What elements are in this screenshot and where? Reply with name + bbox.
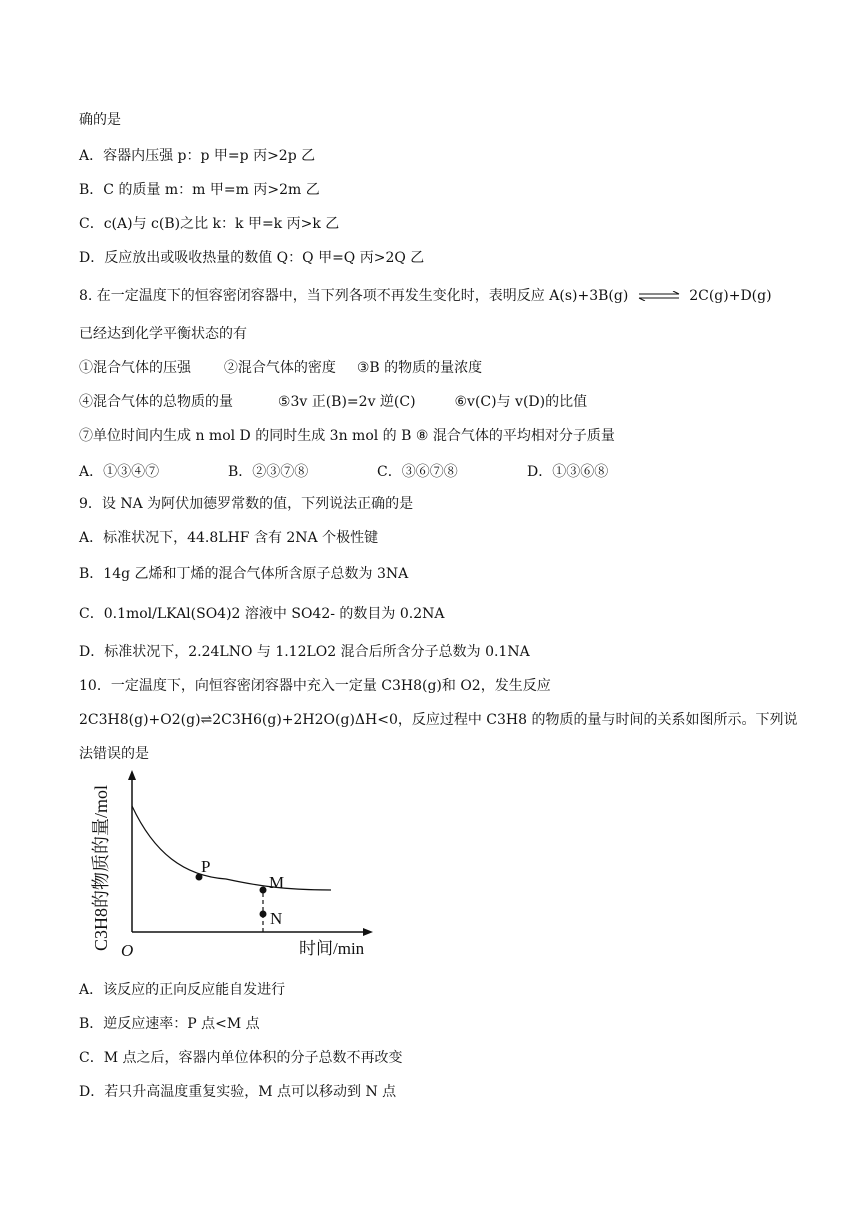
q8-item-1: ①混合气体的压强 xyxy=(79,360,191,376)
q7-option-a: A．容器内压强 p：p 甲=p 丙>2p 乙 xyxy=(79,148,316,164)
q10-stem-line3: 法错误的是 xyxy=(79,746,149,762)
q10-stem-line1: 10．一定温度下，向恒容密闭容器中充入一定量 C3H8(g)和 O2，发生反应 xyxy=(79,678,551,694)
q9-option-a: A．标准状况下，44.8LHF 含有 2NA 个极性键 xyxy=(79,530,379,546)
q8-item-7: ⑦单位时间内生成 n mol D 的同时生成 3n mol 的 B xyxy=(79,428,412,444)
q8-items-row1 xyxy=(79,358,482,378)
q9-option-b: B．14g 乙烯和丁烯的混合气体所含原子总数为 3NA xyxy=(79,566,409,582)
q8-item-8: ⑧ 混合气体的平均相对分子质量 xyxy=(415,428,615,444)
q8-option-d: D．①③⑥⑧ xyxy=(527,464,609,480)
q10-option-b: B．逆反应速率：P 点<M 点 xyxy=(79,1016,260,1032)
q10-option-a: A．该反应的正向反应能自发进行 xyxy=(79,982,286,998)
q8-stem-line1 xyxy=(79,286,772,306)
q9-option-d: D．标准状况下，2.24LNO 与 1.12LO2 混合后所含分子总数为 0.1NA xyxy=(79,644,530,660)
chart-x-axis-arrow-icon xyxy=(363,928,373,936)
q10-option-c: C．M 点之后，容器内单位体积的分子总数不再改变 xyxy=(79,1050,403,1066)
chart-ylabel: C3H8的物质的量/mol xyxy=(91,784,111,952)
chart-label-p: P xyxy=(201,857,211,876)
q8-items-row3 xyxy=(79,426,615,446)
q8-item-4: ④混合气体的总物质的量 xyxy=(79,394,233,410)
q10-stem-line2: 2C3H8(g)+O2(g)⇌2C3H6(g)+2H2O(g)ΔH<0，反应过程中 C3H8 的物质的量与时间的关系如图所示。下列说 xyxy=(79,712,798,728)
q8-option-a: A．①③④⑦ xyxy=(79,464,160,480)
q7-option-b: B．C 的质量 m：m 甲=m 丙>2m 乙 xyxy=(79,182,320,198)
chart-point-n xyxy=(260,911,267,918)
q8-item-2: ②混合气体的密度 xyxy=(223,360,336,376)
chart-xlabel: 时间/min xyxy=(299,939,365,958)
chart-label-m: M xyxy=(269,873,285,892)
chart-label-n: N xyxy=(270,909,283,928)
q8-stem-reactants: 8. 在一定温度下的恒容密闭容器中，当下列各项不再发生变化时，表明反应 A(s)+3B(g) xyxy=(79,288,629,304)
q9-option-c: C．0.1mol/LKAl(SO4)2 溶液中 SO42- 的数目为 0.2NA xyxy=(79,606,445,622)
chart-curve xyxy=(132,806,331,890)
q7-option-c: C．c(A)与 c(B)之比 k：k 甲=k 丙>k 乙 xyxy=(79,216,340,232)
q8-item-5: ⑤3v 正(B)=2v 逆(C) xyxy=(277,394,416,410)
q7-option-d: D．反应放出或吸收热量的数值 Q：Q 甲=Q 丙>2Q 乙 xyxy=(79,250,425,266)
q8-stem-line2: 已经达到化学平衡状态的有 xyxy=(79,326,247,342)
chart-origin-label: O xyxy=(121,941,134,960)
q10-option-d: D．若只升高温度重复实验，M 点可以移动到 N 点 xyxy=(79,1084,397,1100)
chart-point-m xyxy=(260,887,267,894)
q8-option-c: C．③⑥⑦⑧ xyxy=(377,464,458,480)
q9-stem: 9．设 NA 为阿伏加德罗常数的值，下列说法正确的是 xyxy=(79,496,414,512)
q8-item-6: ⑥v(C)与 v(D)的比值 xyxy=(454,394,588,410)
chart-y-axis-arrow-icon xyxy=(128,770,136,780)
equilibrium-arrow-icon xyxy=(637,291,681,301)
q7-stem-tail: 确的是 xyxy=(79,112,121,128)
q8-item-3: ③B 的物质的量浓度 xyxy=(356,360,483,376)
c3h8-amount-time-chart xyxy=(79,768,389,964)
q8-option-b: B．②③⑦⑧ xyxy=(228,464,309,480)
q8-stem-products: 2C(g)+D(g) xyxy=(689,288,772,304)
q8-items-row2 xyxy=(79,392,587,412)
